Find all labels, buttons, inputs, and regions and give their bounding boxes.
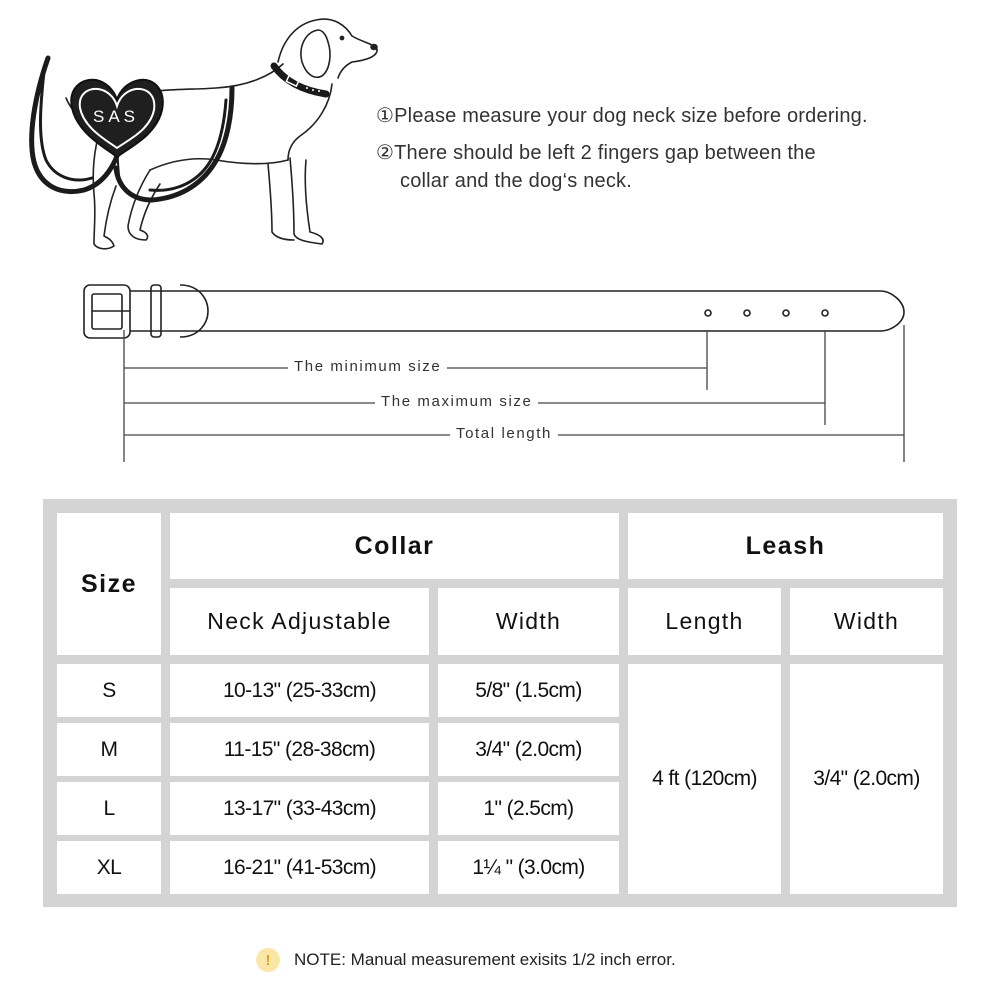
leash-width-value: 3/4" (2.0cm) (790, 664, 943, 894)
collar-diagram (84, 285, 904, 338)
size-table (43, 499, 957, 907)
warning-icon: ! (256, 948, 280, 972)
row-neck-m: 11-15" (28-38cm) (170, 723, 429, 776)
note-text: NOTE: Manual measurement exisits 1/2 inch error. (294, 950, 676, 969)
leash-width-header: Width (790, 588, 943, 655)
instruction-step-1: ①Please measure your dog neck size before ordering. (376, 105, 868, 127)
row-size-xl: XL (57, 841, 161, 894)
row-neck-s: 10-13" (25-33cm) (170, 664, 429, 717)
row-width-m: 3/4" (2.0cm) (438, 723, 619, 776)
collar-header: Collar (170, 513, 619, 579)
row-size-l: L (57, 782, 161, 835)
row-width-xl: 1¼ " (3.0cm) (438, 841, 619, 894)
row-width-s: 5/8" (1.5cm) (438, 664, 619, 717)
collar-d-ring (180, 285, 208, 337)
leash-length-header: Length (628, 588, 781, 655)
instruction-step-2: ②There should be left 2 fingers gap between the (376, 142, 816, 164)
instruction-step-2-continued: collar and the dog‘s neck. (400, 170, 633, 192)
dimension-label-total: Total length (450, 425, 558, 442)
size-header: Size (57, 513, 161, 655)
leash-length-value: 4 ft (120cm) (628, 664, 781, 894)
dimension-label-minimum: The minimum size (288, 358, 447, 375)
dimension-label-maximum: The maximum size (375, 393, 538, 410)
tag-text: SAS (92, 107, 140, 126)
row-size-m: M (57, 723, 161, 776)
collar-neck-header: Neck Adjustable (170, 588, 429, 655)
collar-keeper (151, 285, 161, 337)
row-width-l: 1" (2.5cm) (438, 782, 619, 835)
collar-width-header: Width (438, 588, 619, 655)
note (256, 945, 676, 975)
collar-hole-3 (783, 310, 789, 316)
dog-collar (274, 66, 326, 94)
collar-hole-2 (744, 310, 750, 316)
row-size-s: S (57, 664, 161, 717)
collar-hole-4 (822, 310, 828, 316)
leash-header: Leash (628, 513, 943, 579)
row-neck-xl: 16-21" (41-53cm) (170, 841, 429, 894)
row-neck-l: 13-17" (33-43cm) (170, 782, 429, 835)
heart-tag (71, 80, 162, 176)
collar-hole-1 (705, 310, 711, 316)
